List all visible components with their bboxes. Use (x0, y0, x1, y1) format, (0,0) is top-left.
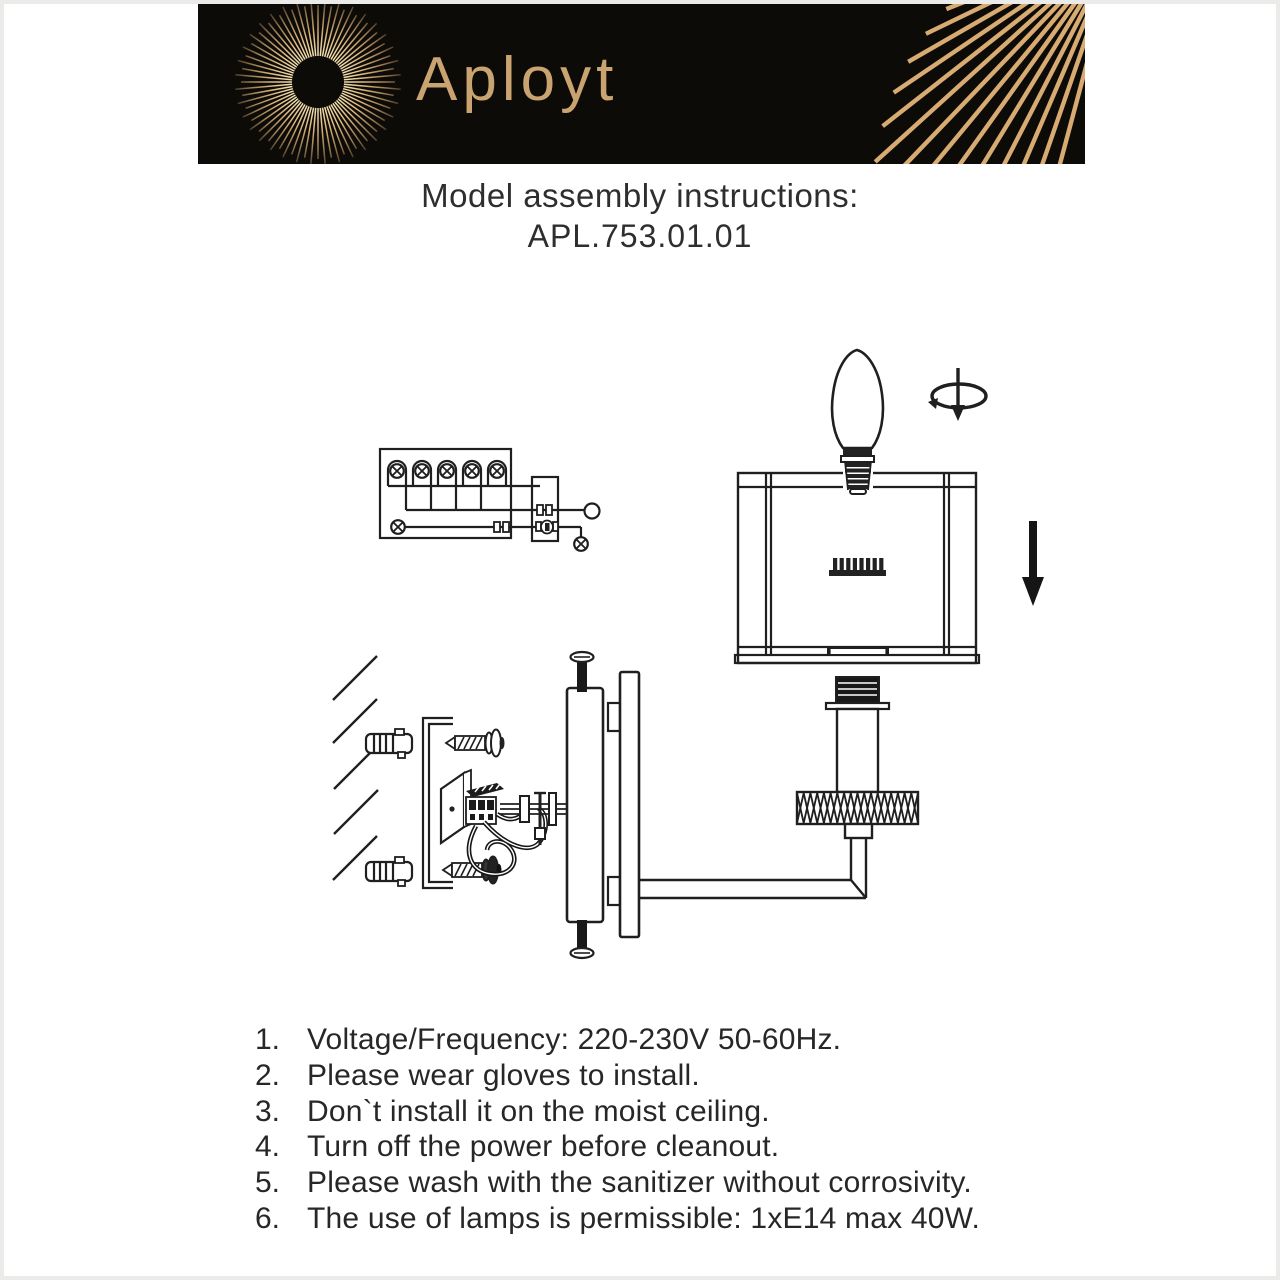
wall-mount-exploded-view (333, 652, 639, 958)
instruction-item (240, 1094, 1140, 1130)
instruction-number: 4. (254, 1130, 280, 1164)
page-title: Model assembly instructions: (421, 177, 859, 214)
instruction-item (240, 1058, 1140, 1094)
wall-arm (639, 838, 866, 898)
wall-hatch-lines (333, 656, 378, 880)
instruction-number: 3. (254, 1094, 280, 1128)
mounting-screw-top (446, 730, 505, 757)
crystal-ring (797, 792, 918, 824)
instruction-item (240, 1201, 1140, 1237)
instruction-text: Please wash with the sanitizer without corrosivity. (307, 1166, 972, 1200)
instruction-number: 2. (254, 1058, 280, 1092)
instruction-number: 6. (254, 1201, 280, 1235)
wall-anchor-top (366, 729, 412, 758)
lamp-symbol-right (574, 537, 588, 551)
instruction-text: Turn off the power before cleanout. (307, 1130, 780, 1164)
lamp-symbol-bottom (391, 520, 405, 534)
instruction-item (240, 1165, 1140, 1201)
socket-assembly-drawing (639, 677, 918, 898)
instruction-item (240, 1129, 1140, 1165)
instruction-text: Please wear gloves to install. (307, 1058, 700, 1092)
socket-thread-inside-shade (829, 558, 886, 576)
instruction-number: 1. (254, 1023, 280, 1056)
instruction-number: 5. (254, 1166, 280, 1200)
wall-anchor-bottom (366, 857, 412, 886)
wiring-schematic-diagram (380, 449, 600, 551)
instruction-text: Voltage/Frequency: 220-230V 50-60Hz. (307, 1023, 842, 1056)
instruction-item (240, 1022, 1140, 1058)
instruction-text: Don`t install it on the moist ceiling. (307, 1094, 770, 1128)
mounting-plate (567, 652, 603, 958)
rotation-arrow-icon (928, 368, 986, 421)
instructions-list (240, 1022, 1140, 1237)
instruction-text: The use of lamps is permissible: 1xE14 max 40W. (307, 1201, 981, 1235)
brand-wordmark: Aployt (416, 45, 619, 114)
lamp-shade-drawing (735, 473, 979, 663)
bulb-thread (845, 463, 871, 489)
backplate (608, 672, 639, 937)
down-arrow-icon (1022, 521, 1044, 606)
model-number: APL.753.01.01 (527, 218, 753, 254)
switch-circle-symbol (585, 504, 600, 519)
